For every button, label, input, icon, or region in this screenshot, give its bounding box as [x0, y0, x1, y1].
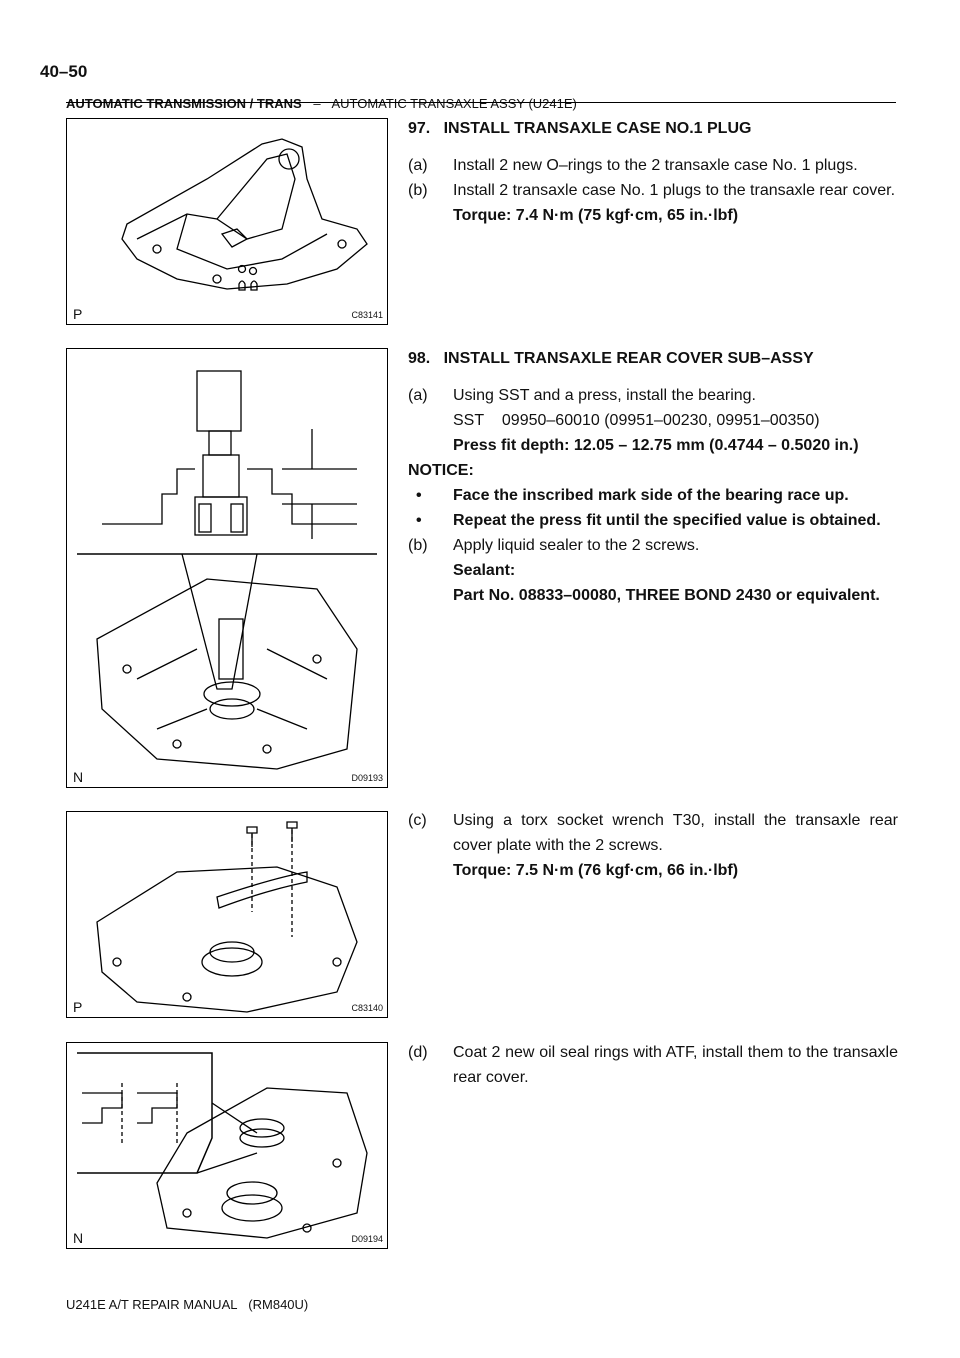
step-98-d-block: [408, 1040, 898, 1090]
item-label: (a): [408, 387, 428, 404]
bullet-text: Face the inscribed mark side of the bearing race up.: [453, 487, 849, 504]
rear-cover-plate-illustration: [67, 812, 387, 1017]
figure-code: C83140: [351, 1003, 383, 1013]
figure-code: C83141: [351, 310, 383, 320]
figure-code: D09194: [351, 1234, 383, 1244]
page-number: 40–50: [40, 62, 88, 81]
step-98-d: [408, 1040, 898, 1090]
item-label: (b): [408, 537, 428, 554]
item-label: (c): [408, 812, 427, 829]
step-98-a: [408, 383, 898, 458]
step-98-c: [408, 808, 898, 883]
item-text: Install 2 transaxle case No. 1 plugs to the transaxle rear cover.: [453, 182, 896, 199]
item-label: (d): [408, 1044, 428, 1061]
notice-bullet-2: [408, 508, 898, 533]
item-label: (b): [408, 182, 428, 199]
sst-number: SST 09950–60010 (09951–00230, 09951–00350): [453, 412, 820, 429]
bearing-press-illustration: [67, 349, 387, 787]
bullet-dot: •: [416, 487, 422, 504]
figure-bearing-press: [66, 348, 388, 788]
press-fit-depth: Press fit depth: 12.05 – 12.75 mm (0.4744 – 0.5020 in.): [453, 437, 859, 454]
torque-spec: Torque: 7.4 N·m (75 kgf·cm, 65 in.·lbf): [453, 207, 739, 224]
item-text: Apply liquid sealer to the 2 screws.: [453, 537, 700, 554]
header-subsection: AUTOMATIC TRANSAXLE ASSY (U241E): [331, 96, 577, 111]
step-97-b: [408, 178, 898, 228]
item-text: Using a torx socket wrench T30, install the transaxle rear cover plate with the 2 screws.: [453, 812, 898, 854]
step-98-b: [408, 533, 898, 608]
item-label: (a): [408, 157, 428, 174]
step-97-block: [408, 116, 898, 228]
figure-oil-seal-rings: [66, 1042, 388, 1249]
header-rule: [66, 102, 896, 103]
notice-bullet-1: [408, 483, 898, 508]
running-header: [66, 96, 577, 111]
item-text: Install 2 new O–rings to the 2 transaxle case No. 1 plugs.: [453, 157, 858, 174]
figure-letter: N: [73, 1230, 84, 1246]
figure-letter: N: [73, 769, 84, 785]
footer-manual: U241E A/T REPAIR MANUAL (RM840U): [66, 1297, 309, 1312]
bullet-text: Repeat the press fit until the specified value is obtained.: [453, 512, 881, 529]
item-text: Using SST and a press, install the bearing.: [453, 387, 756, 404]
oil-seal-rings-illustration: [67, 1043, 387, 1248]
figure-letter: P: [73, 306, 83, 322]
header-separator: –: [313, 96, 321, 111]
step-97-a: [408, 153, 898, 178]
step-97-title: 97. INSTALL TRANSAXLE CASE NO.1 PLUG: [408, 120, 752, 137]
item-text: Coat 2 new oil seal rings with ATF, install them to the transaxle rear cover.: [453, 1044, 898, 1086]
sealant-part: Part No. 08833–00080, THREE BOND 2430 or equivalent.: [453, 587, 880, 604]
torque-spec: Torque: 7.5 N·m (76 kgf·cm, 66 in.·lbf): [453, 862, 739, 879]
notice-label: NOTICE:: [408, 462, 474, 479]
figure-plug-install: [66, 118, 388, 325]
figure-code: D09193: [351, 773, 383, 783]
step-98-title: 98. INSTALL TRANSAXLE REAR COVER SUB–ASSY: [408, 350, 814, 367]
figure-cover-plate: [66, 811, 388, 1018]
figure-letter: P: [73, 999, 83, 1015]
header-section: AUTOMATIC TRANSMISSION / TRANS: [66, 96, 302, 111]
sealant-label: Sealant:: [453, 562, 516, 579]
transaxle-cover-plugs-illustration: [67, 119, 387, 324]
bullet-dot: •: [416, 512, 422, 529]
step-98-c-block: [408, 808, 898, 883]
step-98-block: [408, 346, 898, 608]
